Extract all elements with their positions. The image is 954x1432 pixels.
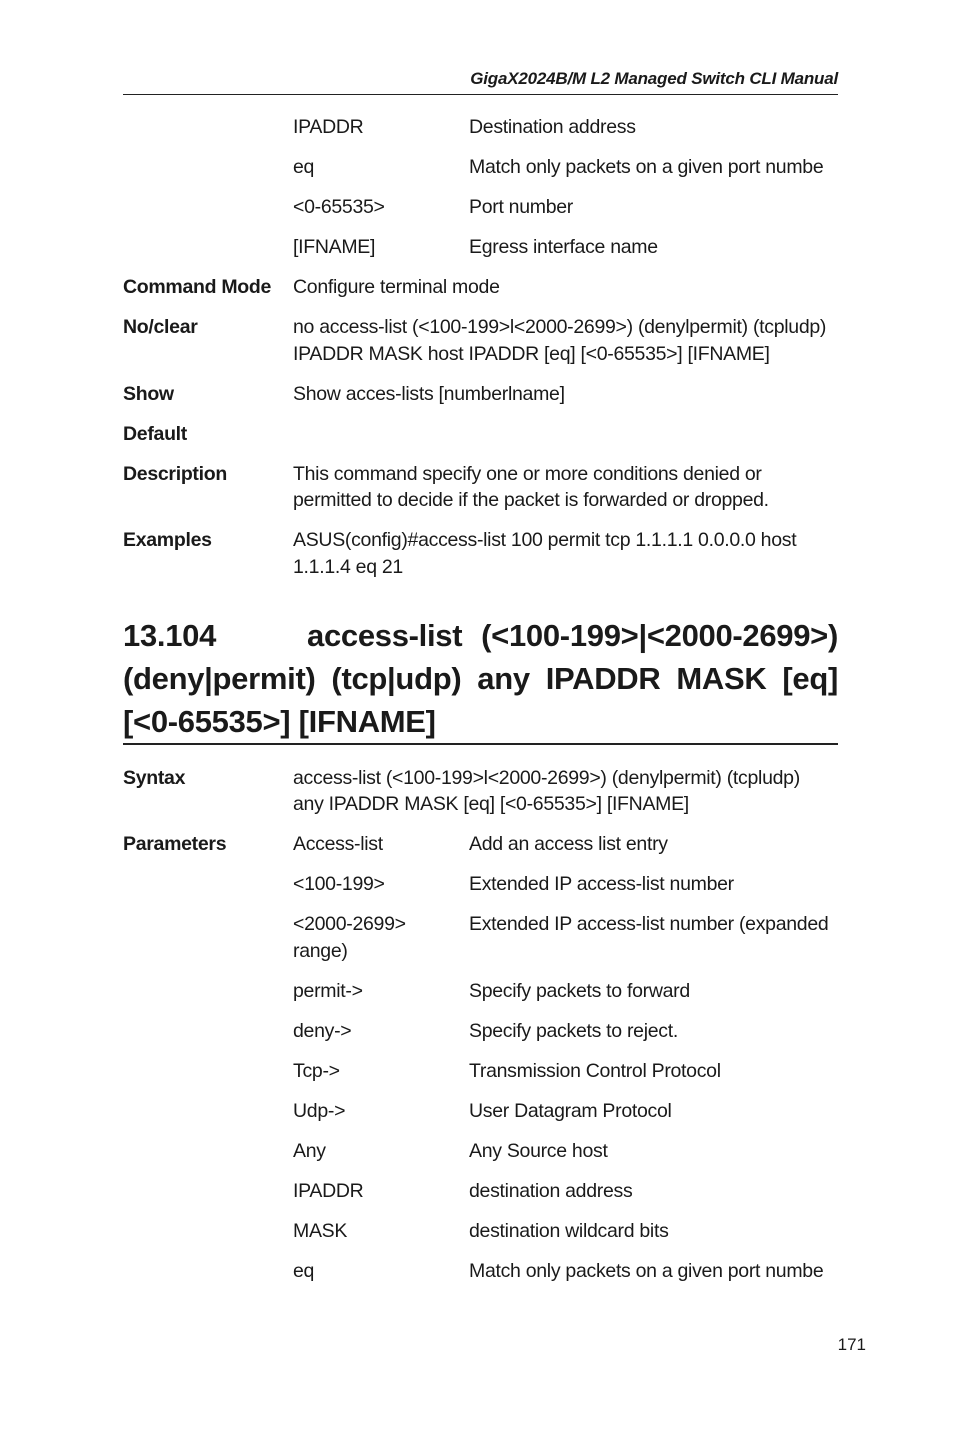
param-name: <0-65535> [293,196,385,218]
section-heading-line-3: [<0-65535>] [IFNAME] [123,704,436,739]
param-desc: Extended IP access-list number [469,873,734,895]
param-desc: Specify packets to forward [469,980,690,1002]
param-desc: User Datagram Protocol [469,1100,672,1122]
param-desc: Egress interface name [469,236,658,258]
param-desc: Match only packets on a given port numbe [469,156,824,178]
param-name: IPADDR [293,1180,364,1202]
param-desc: Transmission Control Protocol [469,1060,721,1082]
command-mode-label: Command Mode [123,276,272,298]
syntax-label: Syntax [123,767,186,789]
param-desc-continuation: range) [293,940,348,962]
header-rule [123,94,838,95]
param-desc: Destination address [469,116,636,138]
show-label: Show [123,383,174,405]
param-name: Tcp-> [293,1060,340,1082]
param-name: Access-list [293,833,383,855]
manual-title: GigaX2024B/M L2 Managed Switch CLI Manual [470,69,838,88]
syntax-line-2: any IPADDR MASK [eq] [<0-65535>] [IFNAME] [293,793,689,815]
parameters-label: Parameters [123,833,227,855]
examples-line-2: 1.1.1.4 eq 21 [293,556,403,578]
section-title-part-1: access-list (<100-199>|<2000-2699>) [307,618,838,653]
param-name: Udp-> [293,1100,346,1122]
param-name: <2000-2699> [293,913,406,935]
param-name: IPADDR [293,116,364,138]
param-desc: Match only packets on a given port numbe [469,1260,824,1282]
section-number: 13.104 [123,618,217,653]
description-line-2: permitted to decide if the packet is forwarded or dropped. [293,489,769,511]
no-clear-line-2: IPADDR MASK host IPADDR [eq] [<0-65535>] [IFNAME] [293,343,770,365]
param-desc: destination wildcard bits [469,1220,669,1242]
no-clear-line-1: no access-list (<100-199>l<2000-2699>) (denylpermit) (tcpludp) [293,316,827,338]
param-name: eq [293,156,315,178]
command-mode-value: Configure terminal mode [293,276,500,298]
param-name: permit-> [293,980,363,1002]
param-name: <100-199> [293,873,385,895]
default-label: Default [123,423,187,445]
param-desc: Specify packets to reject. [469,1020,678,1042]
param-name: [IFNAME] [293,236,376,258]
syntax-line-1: access-list (<100-199>l<2000-2699>) (denylpermit) (tcpludp) [293,767,800,789]
param-desc: Any Source host [469,1140,608,1162]
param-desc: Extended IP access-list number (expanded [469,913,829,935]
examples-line-1: ASUS(config)#access-list 100 permit tcp 1.1.1.1 0.0.0.0 host [293,529,797,551]
examples-label: Examples [123,529,212,551]
show-value: Show acces-lists [numberlname] [293,383,565,405]
no-clear-label: No/clear [123,316,198,338]
param-desc: Port number [469,196,573,218]
page-number: 171 [837,1335,866,1354]
section-heading [123,614,838,743]
param-name: Any [293,1140,326,1162]
section-heading-line-2: (deny|permit) (tcp|udp) any IPADDR MASK [eq] [123,661,838,696]
section-heading-line-1 [123,614,838,657]
section-rule [123,743,838,745]
description-label: Description [123,463,227,485]
description-line-1: This command specify one or more conditions denied or [293,463,762,485]
param-name: MASK [293,1220,348,1242]
param-name: eq [293,1260,315,1282]
param-name: deny-> [293,1020,352,1042]
param-desc: Add an access list entry [469,833,668,855]
param-desc: destination address [469,1180,633,1202]
